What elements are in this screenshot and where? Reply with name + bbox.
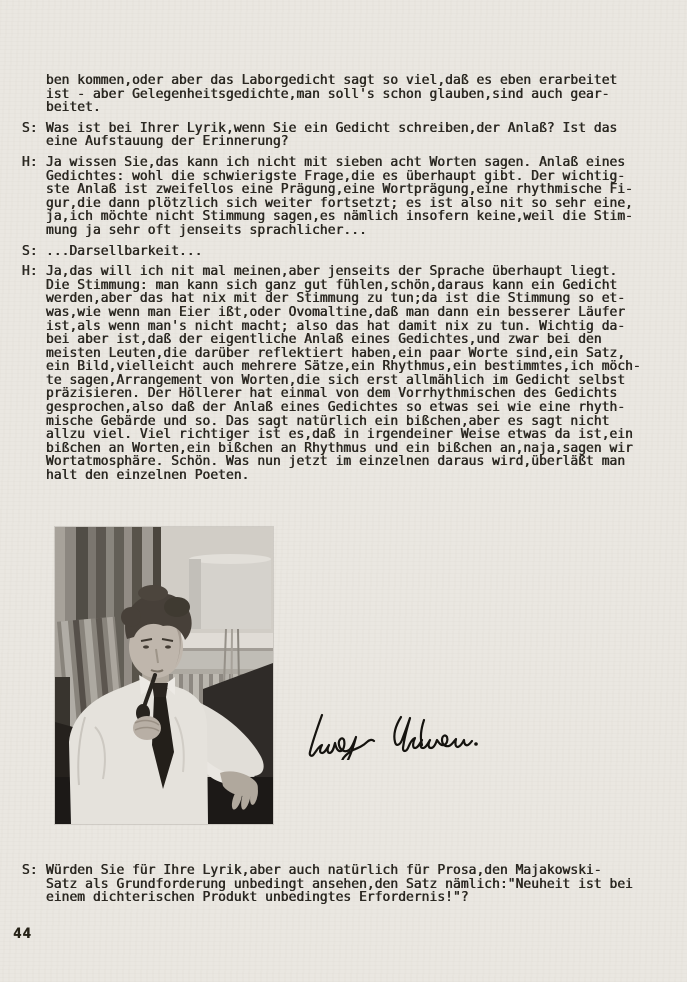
text-line: Ja wissen Sie,das kann ich nicht mit sieben acht Worten sagen. Anlaß eines [46,154,626,170]
interview-paragraph [22,156,641,238]
interview-paragraph [22,265,641,483]
text-line: was,wie wenn man Eier ißt,oder Ovomaltine,daß man dann ein besserer Läufer [46,304,626,320]
signature-word-1 [310,715,374,760]
speaker-label: S: [22,863,38,878]
text-line: bißchen an Worten,ein bißchen an Rhythmus und ein bißchen an,naja,sagen wir [46,440,633,456]
text-line: ein Bild,vielleicht auch mehrere Sätze,ein Rhythmus,ein bestimmtes,ich möch- [46,359,641,375]
signature-dot [474,742,478,746]
text-line: Würden Sie für Ihre Lyrik,aber auch natürlich für Prosa,den Majakowski- [46,863,602,878]
text-line: ja,ich möchte nicht Stimmung sagen,es nämlich insofern keine,weil die Stim- [46,209,633,225]
signature-word-2 [394,717,472,751]
text-line: ist,als wenn man's nicht macht; also das hat damit nix zu tun. Wichtig da- [46,318,626,334]
interview-paragraph [22,74,641,115]
interview-paragraph [22,864,633,905]
text-line: te sagen,Arrangement von Worten,die sich erst allmählich im Gedicht selbst [46,372,626,388]
text-line: mische Gebärde und so. Das sagt natürlich ein bißchen,aber es sagt nicht [46,413,610,429]
text-line: Ja,das will ich nit mal meinen,aber jenseits der Sprache überhaupt liegt. [46,264,618,280]
text-line: mung ja sehr oft jenseits sprachlicher... [46,222,367,238]
text-line: ist - aber Gelegenheitsgedichte,man soll's schon glauben,sind auch gear- [46,86,610,102]
text-line: werden,aber das hat nix mit der Stimmung zu tun;da ist die Stimmung so et- [46,291,626,307]
interview-paragraph [22,122,641,149]
text-line: halt den einzelnen Poeten. [46,468,250,484]
portrait-photo-illustration [55,527,273,824]
speaker-label: S: [22,243,38,259]
text-line: Satz als Grundforderung unbedingt ansehen,den Satz nämlich:"Neuheit ist bei [46,876,633,892]
text-line: ben kommen,oder aber das Laborgedicht sagt so viel,daß es eben erarbeitet [46,73,618,88]
speaker-label: H: [22,154,38,170]
signature-handwriting [306,712,481,760]
text-line: beitet. [46,100,101,116]
page-number: 44 [13,926,32,942]
interview-text-bottom [22,864,633,912]
text-line: einem dichterischen Produkt unbedingtes Erfordernis!"? [46,890,469,906]
text-line: ...Darsellbarkeit... [46,243,203,259]
text-line: Gedichtes: wohl die schwierigste Frage,die es überhaupt gibt. Der wichtig- [46,168,626,184]
signature [306,712,481,760]
text-line: gesprochen,also daß der Anlaß eines Gedichtes so etwas sei wie eine rhyth- [46,400,626,416]
speaker-label: S: [22,120,38,136]
text-line: eine Aufstauung der Erinnerung? [46,134,289,150]
text-line: präzisieren. Der Höllerer hat einmal von dem Vorrhythmischen des Gedichts [46,386,618,402]
text-line: ste Anlaß ist zweifellos eine Prägung,eine Wortprägung,eine rhythmische Fi- [46,182,633,198]
interview-paragraph [22,245,641,259]
interview-text-top [22,74,641,490]
text-line: Was ist bei Ihrer Lyrik,wenn Sie ein Gedicht schreiben,der Anlaß? Ist das [46,120,618,136]
text-line: allzu viel. Viel richtiger ist es,daß in irgendeiner Weise etwas da ist,ein [46,427,633,443]
text-line: bei aber ist,daß der eigentliche Anlaß eines Gedichtes,und zwar bei den [46,332,602,348]
text-line: gur,die dann plötzlich sich weiter fortsetzt; es ist also nit so sehr eine, [46,195,633,211]
portrait-photo [55,527,273,824]
text-line: Wortatmosphäre. Schön. Was nun jetzt im einzelnen daraus wird,überläßt man [46,454,626,470]
speaker-label: H: [22,264,38,280]
text-line: meisten Leuten,die darüber reflektiert haben,ein paar Worte sind,ein Satz, [46,345,626,361]
text-line: Die Stimmung: man kann sich ganz gut fühlen,schön,daraus kann ein Gedicht [46,277,618,293]
